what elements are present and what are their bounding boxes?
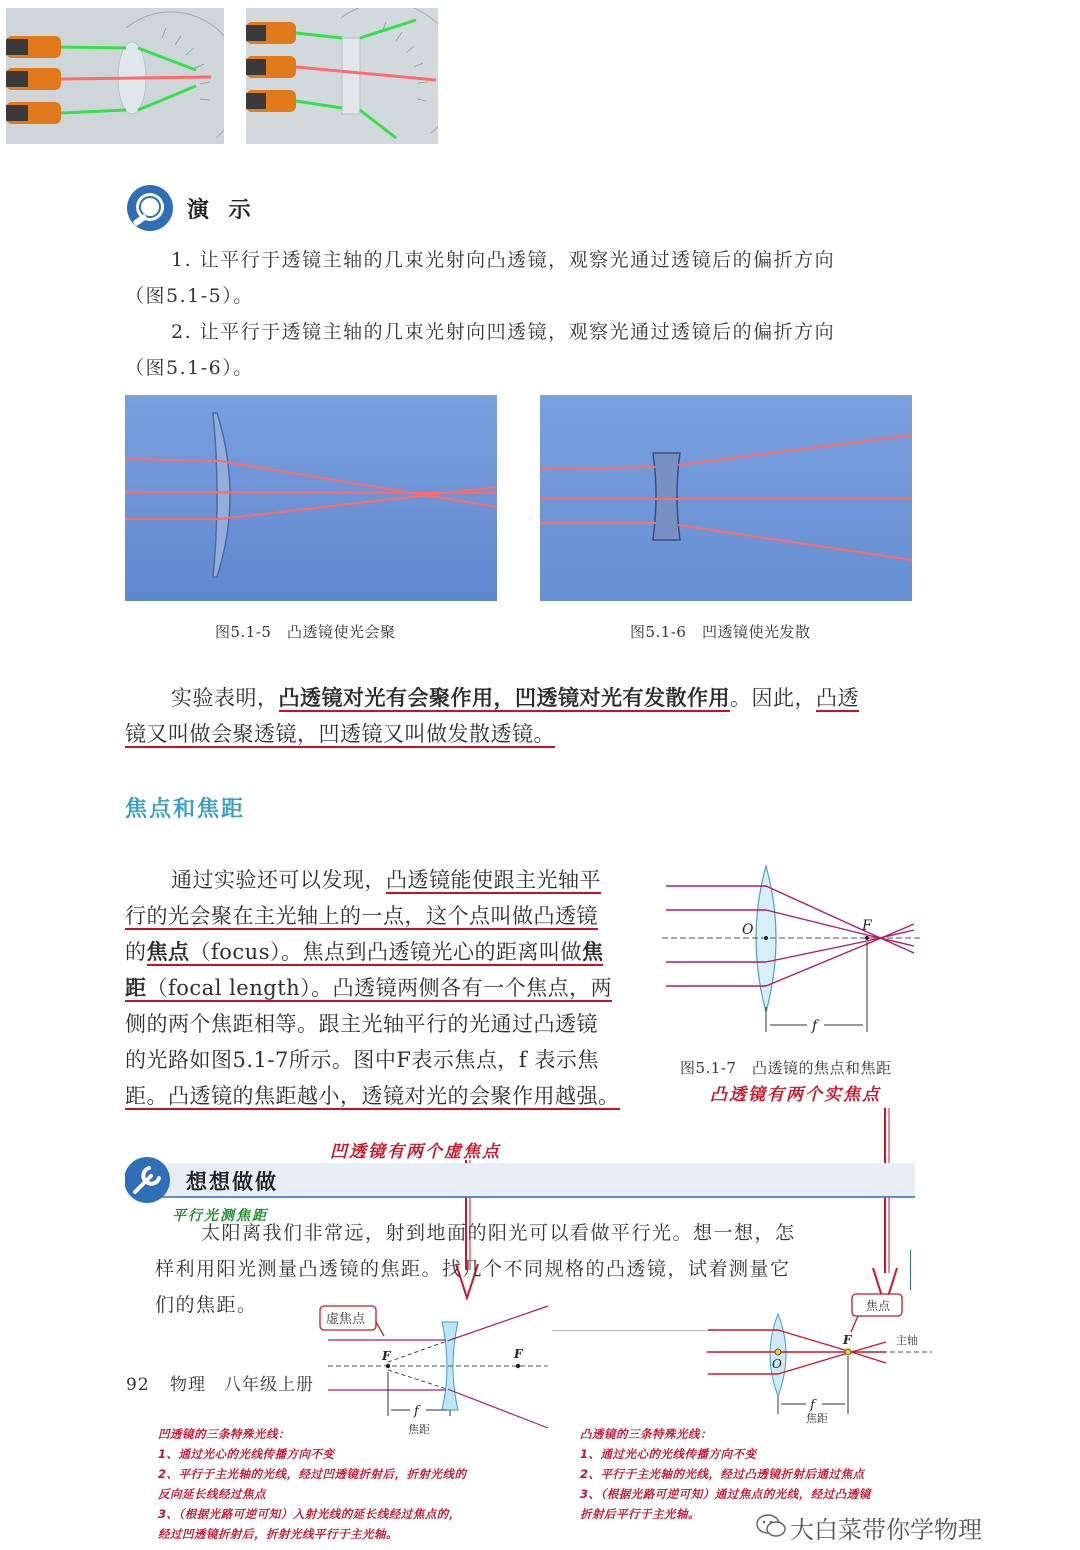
fig-5-1-7-diagram [662, 862, 920, 1037]
convex-axis-label: 主轴 [896, 1334, 918, 1347]
fig517-label-O: O [742, 922, 754, 938]
divider-line [552, 1330, 712, 1331]
convex-F: F [843, 1333, 852, 1347]
wechat-icon [756, 1512, 786, 1540]
annotation-concave-virtual-foci: 凹透镜有两个虚焦点 [330, 1142, 501, 1162]
page-number: 92 [126, 1375, 150, 1395]
conclusion-line-2: 镜又叫做会聚透镜，凹透镜又叫做发散透镜。 [125, 722, 555, 746]
demo-step-2: 2. 让平行于透镜主轴的几束光射向凹透镜，观察光通过透镜后的偏折方向 （图5.1-6）。 [125, 321, 836, 379]
concave-rules: 凹透镜的三条特殊光线： 1、通过光心的光线传播方向不变 2、平行于主光轴的光线，经过凹透镜折射后，折射光线的 反向延长线经过焦点 3、（根据光路可逆可知）入射光线的延长线经过焦点的， 经过凹透镜折射后，折射光线平行于主光轴。 [158, 1427, 467, 1541]
wrench-icon [125, 1155, 175, 1205]
concave-lens-diagram [318, 1302, 550, 1440]
concave-f: f [414, 1404, 419, 1419]
concave-F-right: F [514, 1347, 523, 1361]
demo-step-1: 1. 让平行于透镜主轴的几束光射向凸透镜，观察光通过透镜后的偏折方向 （图5.1-5）。 [125, 249, 836, 307]
annotation-parallel-light: 平行光测焦距 [172, 1208, 268, 1224]
page-footer [126, 1370, 314, 1395]
conclusion-line-1: 实验表明，凸透镜对光有会聚作用，凹透镜对光有发散作用。因此，凸透 [171, 685, 859, 710]
think-title: 想想做做 [186, 1170, 278, 1194]
fig-5-1-6-caption: 图5.1-6 凹透镜使光发散 [630, 623, 811, 641]
think-paragraph: 太阳离我们非常远，射到地面的阳光可以看做平行光。想一想，怎 样利用阳光测量凸透镜的焦距。找几个不同规格的凸透镜，试着测量它 们的焦距。 [155, 1222, 796, 1316]
focus-paragraph: 通过实验还可以发现，凸透镜能使跟主光轴平 行的光会聚在主光轴上的一点，这个点叫做凸透镜 的焦点（focus）。焦点到凸透镜光心的距离叫做焦 距（focal length）。凸透镜两侧各有一个焦点，两 侧的两个焦距相等。跟主光轴平行的光通过凸透镜 的光路如图5.1-7所示。图中F表示焦点，f 表示焦 距。凸透镜的焦距越小，透镜对光的会聚作用越强。 [125, 868, 620, 1108]
frame-edge [910, 1250, 911, 1290]
fig-5-1-5-caption: 图5.1-5 凸透镜使光会聚 [215, 623, 396, 641]
demo-title: 演 示 [187, 198, 257, 223]
convex-rules: 凸透镜的三条特殊光线： 1、通过光心的光线传播方向不变 2、平行于主光轴的光线，经过凸透镜折射后通过焦点 3、（根据光路可逆可知）通过焦点的光线，经过凸透镜 折射后平行于主光轴。 [580, 1427, 871, 1521]
concave-lens-photo [540, 395, 912, 601]
annotation-convex-real-foci: 凸透镜有两个实焦点 [710, 1085, 881, 1105]
fig517-label-f: f [812, 1018, 818, 1034]
fig517-label-F: F [862, 918, 872, 934]
section-title-focus: 焦点和焦距 [125, 797, 246, 822]
fig-5-1-7-caption: 图5.1-7 凸透镜的焦点和焦距 [680, 1059, 892, 1077]
demo-heading [125, 183, 365, 233]
conclusion-key-point: 凸透镜对光有会聚作用，凹透镜对光有发散作用 [278, 685, 730, 710]
convex-f: f [810, 1398, 815, 1413]
convex-lens-diagram [706, 1292, 934, 1426]
convex-O: O [772, 1357, 782, 1371]
experiment-photo-left [6, 8, 224, 144]
experiment-photo-right [246, 8, 438, 144]
convex-box-label: 焦点 [866, 1299, 891, 1313]
convex-focal-label: 焦距 [806, 1412, 828, 1425]
concave-focal-label: 焦距 [408, 1423, 430, 1436]
magnifier-icon [125, 183, 175, 233]
convex-lens-photo [125, 395, 497, 601]
concave-F-left: F [382, 1349, 391, 1363]
book-title: 物理 八年级上册 [170, 1375, 315, 1395]
watermark: 大白菜带你学物理 [790, 1516, 982, 1544]
concave-box-label: 虚焦点 [326, 1312, 366, 1327]
